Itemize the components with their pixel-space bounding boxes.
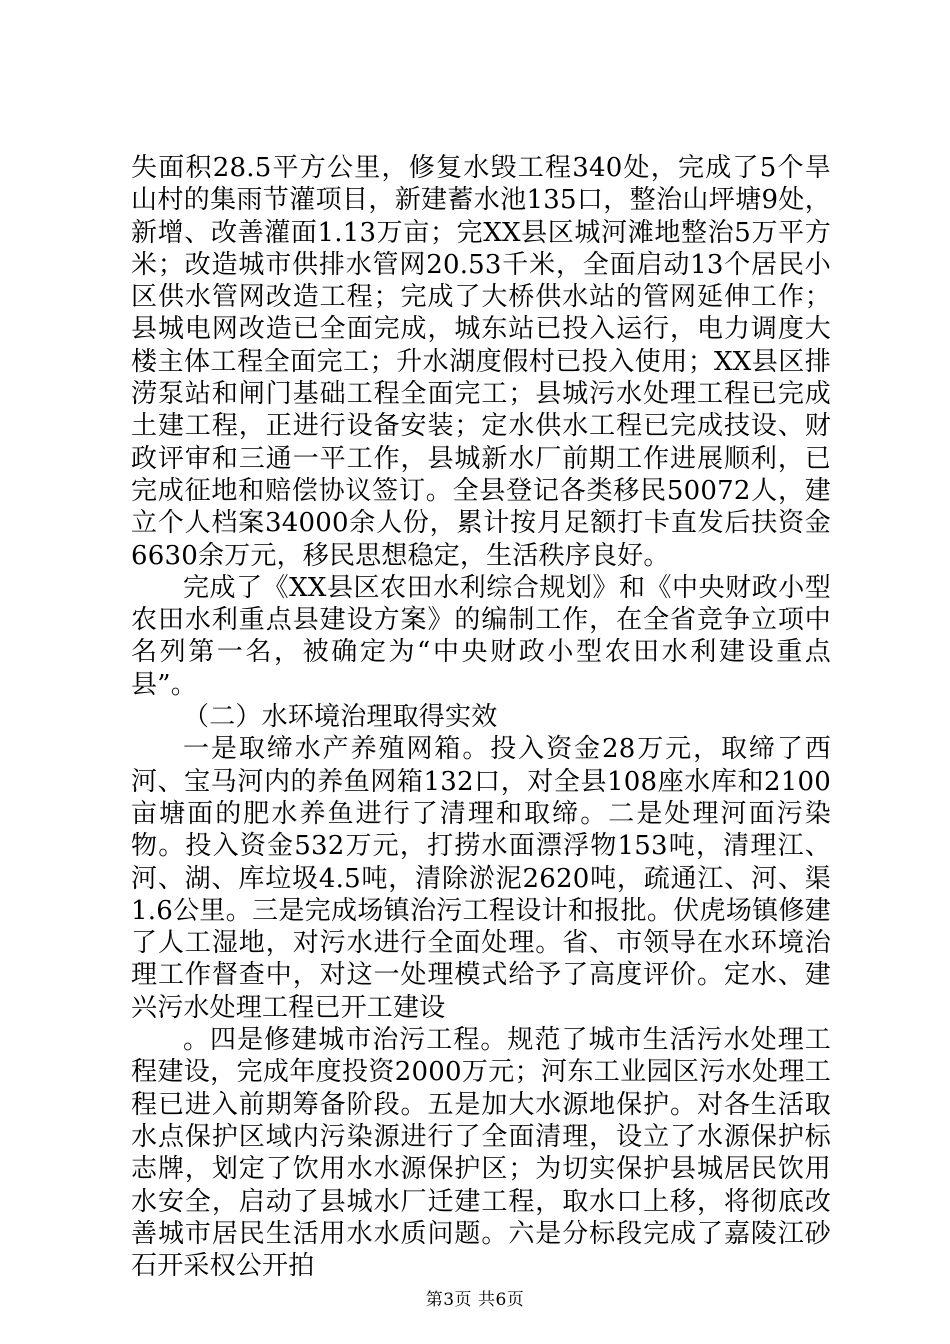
document-body [131, 152, 831, 1282]
page-number-label: 第3页 共6页 [425, 1290, 525, 1310]
paragraph-planning-achievement: 完成了《XX县区农田水利综合规划》和《中央财政小型农田水利重点县建设方案》的编制工作，在全省竞争立项中名列第一名，被确定为“中央财政小型农田水利建设重点县”。 [131, 572, 831, 700]
paragraph-urban-pollution-projects: 。四是修建城市治污工程。规范了城市生活污水处理工程建设，完成年度投资2000万元；河东工业园区污水处理工程已进入前期筹备阶段。五是加大水源地保护。对各生活取水点保护区域内污染源进行了全面清理，设立了水源保护标志牌，划定了饮用水水源保护区；为切实保护县城居民饮用水安全，启动了县城水厂迁建工程，取水口上移，将彻底改善城市居民生活用水水质问题。六是分标段完成了嘉陵江砂石开采权公开拍 [131, 1025, 831, 1282]
paragraph-water-environment-measures: 一是取缔水产养殖网箱。投入资金28万元，取缔了西河、宝马河内的养鱼网箱132口，对全县108座水库和2100亩塘面的肥水养鱼进行了清理和取缔。二是处理河面污染物。投入资金532万元，打捞水面漂浮物153吨，清理江、河、湖、库垃圾4.5吨，清除淤泥2620吨，疏通江、河、渠1.6公里。三是完成场镇治污工程设计和报批。伏虎场镇修建了人工湿地，对污水进行全面处理。省、市领导在水环境治理工作督查中，对这一处理模式给予了高度评价。定水、建兴污水处理工程已开工建设 [131, 734, 831, 1023]
page-footer [0, 1290, 950, 1310]
paragraph-continued-project-summary: 失面积28.5平方公里，修复水毁工程340处，完成了5个旱山村的集雨节灌项目，新建蓄水池135口，整治山坪塘9处，新增、改善灌面1.13万亩；完XX县区城河滩地整治5万平方米；改造城市供排水管网20.53千米，全面启动13个居民小区供水管网改造工程；完成了大桥供水站的管网延伸工作；县城电网改造已全面完成，城东站已投入运行，电力调度大楼主体工程全面完工；升水湖度假村已投入使用；XX县区排涝泵站和闸门基础工程全面完工；县城污水处理工程已完成土建工程，正进行设备安装；定水供水工程已完成技设、财政评审和三通一平工作，县城新水厂前期工作进展顺利，已完成征地和赔偿协议签订。全县登记各类移民50072人，建立个人档案34000余人份，累计按月足额打卡直发后扶资金6630余万元，移民思想稳定，生活秩序良好。 [131, 153, 831, 571]
section-heading-water-environment: （二）水环境治理取得实效 [183, 702, 498, 733]
